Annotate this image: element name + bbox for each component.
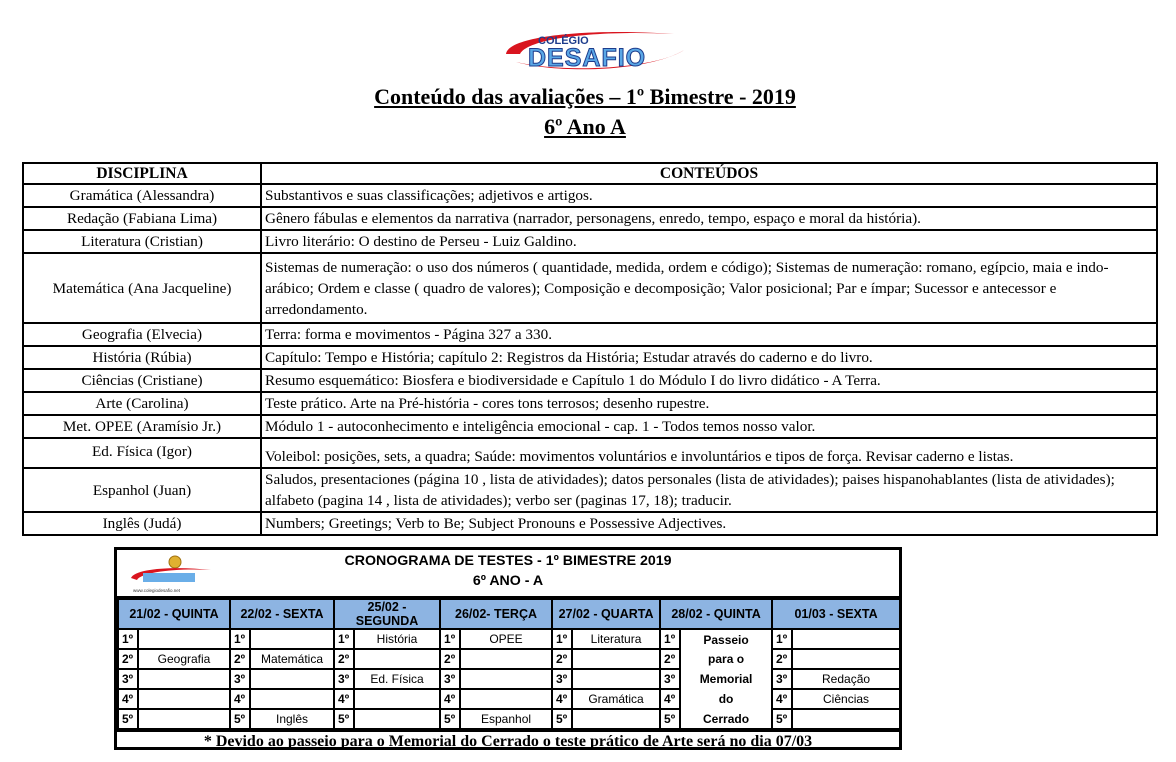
discipline-cell: Geografia (Elvecia) [23, 323, 261, 346]
schedule-row [118, 669, 900, 689]
schedule-cell: Ciências [792, 689, 900, 709]
column-header-contents: CONTEÚDOS [261, 163, 1157, 184]
logo-top-text: COLÉGIO [538, 35, 589, 47]
schedule-cell [572, 649, 660, 669]
logo-main-text: DESAFIO [528, 44, 647, 72]
schedule-cell [460, 689, 552, 709]
table-row [23, 230, 1157, 253]
schedule-row [118, 629, 900, 649]
schedule-cell [460, 669, 552, 689]
schedule-cell: Matemática [250, 649, 334, 669]
column-header-discipline: DISCIPLINA [23, 163, 261, 184]
discipline-cell: Espanhol (Juan) [23, 468, 261, 512]
period-label: 2º [552, 649, 572, 669]
discipline-cell: Redação (Fabiana Lima) [23, 207, 261, 230]
period-label: 4º [660, 689, 680, 709]
period-label: 2º [334, 649, 354, 669]
schedule-days-row [118, 599, 900, 629]
table-row [23, 369, 1157, 392]
period-label: 1º [118, 629, 138, 649]
period-label: 5º [230, 709, 250, 729]
period-label: 3º [772, 669, 792, 689]
day-header: 01/03 - SEXTA [772, 599, 900, 629]
period-label: 4º [230, 689, 250, 709]
schedule-cell: do [680, 689, 772, 709]
schedule-cell [250, 629, 334, 649]
day-header: 26/02- TERÇA [440, 599, 552, 629]
schedule-cell [250, 669, 334, 689]
schedule-cell [354, 649, 440, 669]
table-row [23, 415, 1157, 438]
schedule-grid [117, 598, 901, 730]
period-label: 1º [552, 629, 572, 649]
schedule-cell: OPEE [460, 629, 552, 649]
period-label: 1º [230, 629, 250, 649]
schedule-cell [138, 669, 230, 689]
period-label: 1º [334, 629, 354, 649]
period-label: 1º [772, 629, 792, 649]
table-row [23, 438, 1157, 468]
discipline-cell: Ciências (Cristiane) [23, 369, 261, 392]
contents-table [22, 162, 1158, 536]
schedule-cell [354, 709, 440, 729]
test-schedule [114, 547, 902, 750]
colegio-desafio-logo [498, 24, 688, 76]
schedule-note: * Devido ao passeio para o Memorial do Cerrado o teste prático de Arte será no dia 07/03 [117, 730, 899, 752]
schedule-cell: Gramática [572, 689, 660, 709]
table-row [23, 392, 1157, 415]
schedule-cell [460, 649, 552, 669]
discipline-cell: Literatura (Cristian) [23, 230, 261, 253]
schedule-cell: História [354, 629, 440, 649]
period-label: 1º [440, 629, 460, 649]
period-label: 5º [552, 709, 572, 729]
period-label: 5º [772, 709, 792, 729]
schedule-row [118, 649, 900, 669]
schedule-cell [138, 689, 230, 709]
content-cell: Saludos, presentaciones (página 10 , lista de atividades); datos personales (lista de atividades); paises hispanohablantes (lista de atividades); alfabeto (pagina 14 , lista de atividades); verbo ser (paginas 17, 18); traducir. [261, 468, 1157, 512]
schedule-cell: Espanhol [460, 709, 552, 729]
schedule-subtitle: 6º ANO - A [472, 573, 544, 589]
period-label: 5º [118, 709, 138, 729]
discipline-cell: Inglês (Judá) [23, 512, 261, 535]
content-cell: Gênero fábulas e elementos da narrativa (narrador, personagens, enredo, tempo, espaço e moral da história). [261, 207, 1157, 230]
period-label: 4º [118, 689, 138, 709]
period-label: 3º [118, 669, 138, 689]
table-row [23, 346, 1157, 369]
period-label: 4º [772, 689, 792, 709]
schedule-cell [354, 689, 440, 709]
period-label: 4º [440, 689, 460, 709]
schedule-cell: Cerrado [680, 709, 772, 729]
discipline-cell: História (Rúbia) [23, 346, 261, 369]
period-label: 5º [440, 709, 460, 729]
content-cell: Sistemas de numeração: o uso dos números ( quantidade, medida, ordem e código); Sistemas de numeração: romano, egípcio, maia e indo-arábico; Ordem e classe ( quadro de valores); Composição e decomposição; Valor posicional; Par e ímpar; Sucessor e antecessor e arredondamento. [261, 253, 1157, 323]
schedule-cell: Geografia [138, 649, 230, 669]
discipline-cell: Arte (Carolina) [23, 392, 261, 415]
content-cell: Terra: forma e movimentos - Página 327 a 330. [261, 323, 1157, 346]
schedule-cell: Redação [792, 669, 900, 689]
content-cell: Resumo esquemático: Biosfera e biodiversidade e Capítulo 1 do Módulo I do livro didático - A Terra. [261, 369, 1157, 392]
schedule-row [118, 709, 900, 729]
schedule-title: CRONOGRAMA DE TESTES - 1º BIMESTRE 2019 [344, 553, 672, 569]
content-cell: Módulo 1 - autoconhecimento e inteligência emocional - cap. 1 - Todos temos nosso valor. [261, 415, 1157, 438]
period-label: 3º [334, 669, 354, 689]
schedule-logo-url: www.colegiodesafio.net [133, 588, 181, 593]
contents-header-row [23, 163, 1157, 184]
period-label: 2º [230, 649, 250, 669]
content-cell: Capítulo: Tempo e História; capítulo 2: Registros da História; Estudar através do caderno e do livro. [261, 346, 1157, 369]
period-label: 4º [334, 689, 354, 709]
content-cell: Voleibol: posições, sets, a quadra; Saúde: movimentos voluntários e involuntários e tipos de força. Revisar caderno e listas. [261, 438, 1157, 468]
period-label: 1º [660, 629, 680, 649]
schedule-cell: Literatura [572, 629, 660, 649]
table-row [23, 184, 1157, 207]
content-cell: Numbers; Greetings; Verb to Be; Subject Pronouns e Possessive Adjectives. [261, 512, 1157, 535]
content-cell: Substantivos e suas classificações; adjetivos e artigos. [261, 184, 1157, 207]
day-header: 28/02 - QUINTA [660, 599, 772, 629]
schedule-cell [572, 709, 660, 729]
day-header: 27/02 - QUARTA [552, 599, 660, 629]
discipline-cell: Met. OPEE (Aramísio Jr.) [23, 415, 261, 438]
content-cell: Livro literário: O destino de Perseu - Luiz Galdino. [261, 230, 1157, 253]
period-label: 3º [552, 669, 572, 689]
schedule-cell: Inglês [250, 709, 334, 729]
day-header: 21/02 - QUINTA [118, 599, 230, 629]
period-label: 3º [440, 669, 460, 689]
period-label: 4º [552, 689, 572, 709]
schedule-cell [138, 709, 230, 729]
page-title: Conteúdo das avaliações – 1º Bimestre - 2019 [374, 84, 796, 109]
schedule-cell [138, 629, 230, 649]
schedule-cell: Passeio [680, 629, 772, 649]
period-label: 2º [772, 649, 792, 669]
content-cell: Teste prático. Arte na Pré-história - cores tons terrosos; desenho rupestre. [261, 392, 1157, 415]
table-row [23, 323, 1157, 346]
schedule-cell: Ed. Física [354, 669, 440, 689]
schedule-row [118, 689, 900, 709]
table-row [23, 253, 1157, 323]
page-subtitle: 6º Ano A [544, 114, 626, 139]
table-row [23, 207, 1157, 230]
day-header: 25/02 - SEGUNDA [334, 599, 440, 629]
schedule-cell [792, 709, 900, 729]
schedule-cell [572, 669, 660, 689]
period-label: 3º [660, 669, 680, 689]
discipline-cell: Ed. Física (Igor) [23, 438, 261, 468]
discipline-cell: Matemática (Ana Jacqueline) [23, 253, 261, 323]
schedule-cell [792, 629, 900, 649]
schedule-cell [792, 649, 900, 669]
day-header: 22/02 - SEXTA [230, 599, 334, 629]
period-label: 2º [660, 649, 680, 669]
schedule-header [117, 550, 899, 598]
period-label: 2º [440, 649, 460, 669]
schedule-cell: Memorial [680, 669, 772, 689]
period-label: 5º [334, 709, 354, 729]
table-row [23, 468, 1157, 512]
period-label: 3º [230, 669, 250, 689]
period-label: 2º [118, 649, 138, 669]
discipline-cell: Gramática (Alessandra) [23, 184, 261, 207]
schedule-cell [250, 689, 334, 709]
period-label: 5º [660, 709, 680, 729]
table-row [23, 512, 1157, 535]
schedule-cell: para o [680, 649, 772, 669]
